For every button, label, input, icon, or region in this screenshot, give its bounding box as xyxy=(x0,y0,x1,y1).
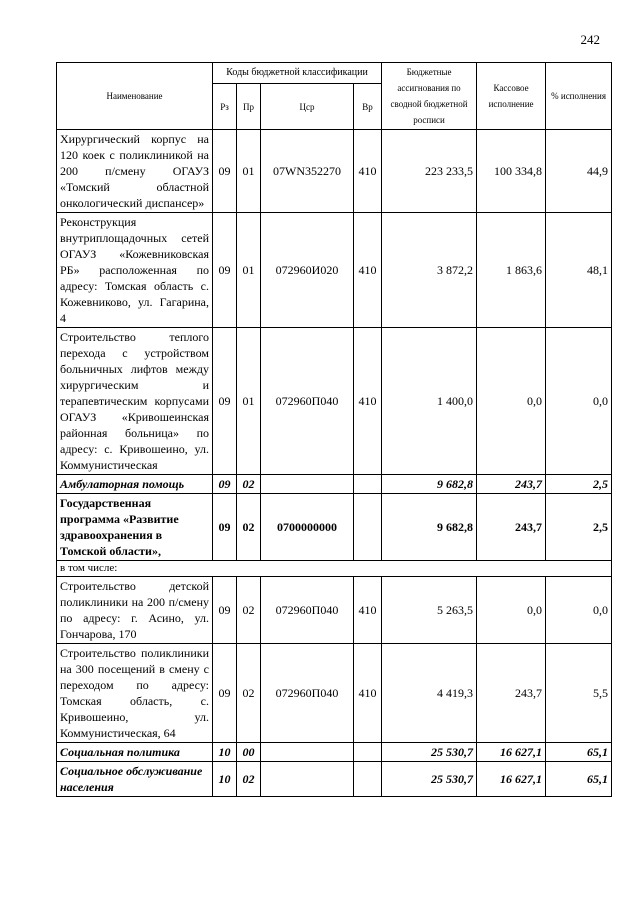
row-name: Строительство теплого перехода с устройством больничных лифтов между хирургическим и терапевтическим корпусами ОГАУЗ «Кривошеинская районная больница» по адресу: с. Кривошеино, ул. Коммунистическая xyxy=(57,328,213,475)
row-allocations: 3 872,2 xyxy=(382,213,477,328)
row-pr: 02 xyxy=(237,494,261,561)
header-allocations: Бюджетные ассигнования по сводной бюджетной росписи xyxy=(382,63,477,130)
page-number: 242 xyxy=(580,32,600,47)
row-allocations: 1 400,0 xyxy=(382,328,477,475)
row-pr: 01 xyxy=(237,130,261,213)
row-rz: 09 xyxy=(213,213,237,328)
row-vr xyxy=(354,743,382,762)
table-row xyxy=(57,130,612,213)
program-row xyxy=(57,494,612,561)
row-csr: 072960П040 xyxy=(261,328,354,475)
row-csr xyxy=(261,475,354,494)
subheading-row xyxy=(57,561,612,577)
table-row xyxy=(57,328,612,475)
row-pr: 02 xyxy=(237,475,261,494)
row-vr xyxy=(354,762,382,797)
row-rz: 09 xyxy=(213,328,237,475)
row-csr xyxy=(261,762,354,797)
row-rz: 10 xyxy=(213,762,237,797)
section-row xyxy=(57,762,612,797)
row-rz: 09 xyxy=(213,644,237,743)
row-cash: 243,7 xyxy=(477,644,546,743)
row-vr: 410 xyxy=(354,130,382,213)
row-vr: 410 xyxy=(354,328,382,475)
row-percent: 44,9 xyxy=(546,130,612,213)
header-csr: Цср xyxy=(261,84,354,130)
header-name: Наименование xyxy=(57,63,213,130)
row-percent: 48,1 xyxy=(546,213,612,328)
row-pr: 00 xyxy=(237,743,261,762)
row-name: в том числе: xyxy=(57,561,612,577)
table-row xyxy=(57,577,612,644)
row-name: Строительство поликлиники на 300 посещений в смену с переходом по адресу: Томская область, с. Кривошеино, ул. Коммунистическая, 64 xyxy=(57,644,213,743)
row-vr: 410 xyxy=(354,213,382,328)
row-csr: 0700000000 xyxy=(261,494,354,561)
row-cash: 243,7 xyxy=(477,475,546,494)
header-vr: Вр xyxy=(354,84,382,130)
row-cash: 0,0 xyxy=(477,328,546,475)
row-cash: 243,7 xyxy=(477,494,546,561)
row-percent: 0,0 xyxy=(546,577,612,644)
row-percent: 65,1 xyxy=(546,743,612,762)
row-allocations: 25 530,7 xyxy=(382,743,477,762)
row-name: Социальная политика xyxy=(57,743,213,762)
row-csr xyxy=(261,743,354,762)
row-rz: 09 xyxy=(213,475,237,494)
section-row xyxy=(57,743,612,762)
row-name: Хирургический корпус на 120 коек с поликлиникой на 200 п/смену ОГАУЗ «Томский областной онкологический диспансер» xyxy=(57,130,213,213)
row-pr: 01 xyxy=(237,328,261,475)
row-name: Строительство детской поликлиники на 200 п/смену по адресу: г. Асино, ул. Гончарова, 170 xyxy=(57,577,213,644)
row-cash: 16 627,1 xyxy=(477,743,546,762)
row-pr: 01 xyxy=(237,213,261,328)
row-csr: 072960П040 xyxy=(261,577,354,644)
row-vr: 410 xyxy=(354,644,382,743)
row-allocations: 9 682,8 xyxy=(382,494,477,561)
row-percent: 2,5 xyxy=(546,475,612,494)
row-percent: 5,5 xyxy=(546,644,612,743)
row-rz: 10 xyxy=(213,743,237,762)
row-vr xyxy=(354,475,382,494)
row-rz: 09 xyxy=(213,577,237,644)
row-csr: 072960П040 xyxy=(261,644,354,743)
header-cash: Кассовое исполнение xyxy=(477,63,546,130)
row-csr: 07WN352270 xyxy=(261,130,354,213)
budget-execution-table xyxy=(56,62,612,797)
row-pr: 02 xyxy=(237,577,261,644)
header-rz: Рз xyxy=(213,84,237,130)
row-allocations: 9 682,8 xyxy=(382,475,477,494)
row-percent: 65,1 xyxy=(546,762,612,797)
row-allocations: 223 233,5 xyxy=(382,130,477,213)
row-percent: 2,5 xyxy=(546,494,612,561)
header-pr: Пр xyxy=(237,84,261,130)
row-rz: 09 xyxy=(213,130,237,213)
table-row xyxy=(57,644,612,743)
row-vr: 410 xyxy=(354,577,382,644)
row-allocations: 5 263,5 xyxy=(382,577,477,644)
row-csr: 072960И020 xyxy=(261,213,354,328)
row-percent: 0,0 xyxy=(546,328,612,475)
row-cash: 100 334,8 xyxy=(477,130,546,213)
row-rz: 09 xyxy=(213,494,237,561)
row-pr: 02 xyxy=(237,644,261,743)
row-name: Государственная программа «Развитие здравоохранения в Томской области», xyxy=(57,494,213,561)
table-row xyxy=(57,213,612,328)
row-vr xyxy=(354,494,382,561)
row-name: Социальное обслуживание населения xyxy=(57,762,213,797)
header-codes-group: Коды бюджетной классификации xyxy=(213,63,382,84)
row-allocations: 4 419,3 xyxy=(382,644,477,743)
row-cash: 16 627,1 xyxy=(477,762,546,797)
row-name: Амбулаторная помощь xyxy=(57,475,213,494)
section-row xyxy=(57,475,612,494)
row-cash: 0,0 xyxy=(477,577,546,644)
row-allocations: 25 530,7 xyxy=(382,762,477,797)
row-pr: 02 xyxy=(237,762,261,797)
row-cash: 1 863,6 xyxy=(477,213,546,328)
row-name: Реконструкция внутриплощадочных сетей ОГАУЗ «Кожевниковская РБ» расположенная по адресу: Томская область с. Кожевниково, ул. Гагарина, 4 xyxy=(57,213,213,328)
header-percent: % исполнения xyxy=(546,63,612,130)
